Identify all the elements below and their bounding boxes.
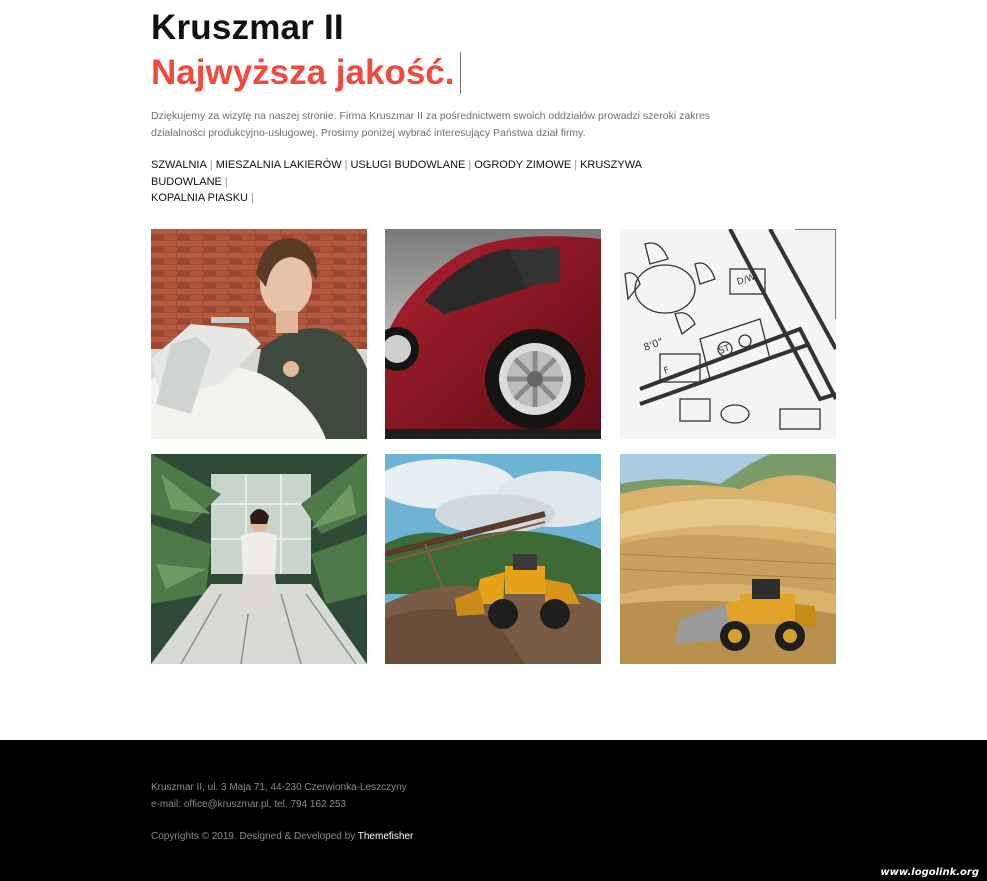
footer-email-phone: e-mail: office@kruszmar.pl, tel. 794 162 253	[151, 798, 347, 810]
nav-separator: |	[251, 192, 254, 204]
red-car-photo	[385, 229, 601, 439]
nav-separator: |	[209, 159, 213, 171]
watermark: www.logolink.org	[880, 867, 979, 878]
typing-caret	[460, 52, 461, 94]
nav-link-uslugi-budowlane[interactable]: USŁUGI BUDOWLANE	[350, 159, 466, 171]
site-title: Kruszmar II	[151, 8, 344, 47]
tile-szwalnia[interactable]	[151, 229, 367, 439]
division-nav	[151, 157, 711, 207]
copyright-text: Copyrights © 2019. Designed & Developed by	[151, 831, 358, 842]
footer-copyright	[151, 829, 413, 845]
nav-link-szwalnia[interactable]: SZWALNIA	[151, 159, 207, 171]
tagline-text: Najwyższa jakość.	[151, 53, 455, 92]
nav-link-kopalnia-piasku[interactable]: KOPALNIA PIASKU	[151, 192, 249, 204]
svg-text:D/W: D/W	[735, 272, 757, 288]
tile-mieszalnia-lakierow[interactable]	[385, 229, 601, 439]
tile-uslugi-budowlane[interactable]	[620, 229, 836, 439]
tile-kruszywa-budowlane[interactable]	[385, 454, 601, 664]
floor-plan-photo	[620, 229, 836, 439]
nav-separator: |	[468, 159, 472, 171]
intro-paragraph: Dziękujemy za wizytę na naszej stronie. Firma Kruszmar II za pośrednictwem swoich oddziałów prowadzi szeroki zakres działalności produkcyjno-usługowej. Prosimy poniżej wybrać interesujący Państwa dział firmy.	[151, 110, 711, 139]
sand-quarry-photo	[620, 454, 836, 664]
nav-separator: |	[344, 159, 348, 171]
nav-separator: |	[574, 159, 578, 171]
footer-address: Kruszmar II, ul. 3 Maja 71, 44-230 Czerwionka-Leszczyny	[151, 782, 407, 793]
footer-contact	[151, 780, 407, 813]
svg-text:F: F	[662, 365, 671, 377]
svg-text:ST: ST	[717, 343, 732, 357]
tile-ogrody-zimowe[interactable]	[151, 454, 367, 664]
svg-text:8'0": 8'0"	[642, 336, 665, 354]
nav-separator: |	[224, 175, 228, 188]
designer-link[interactable]: Themefisher	[357, 831, 414, 842]
nav-link-kruszywa-budowlane[interactable]: KRUSZYWA BUDOWLANE	[151, 159, 642, 188]
site-footer	[0, 740, 987, 881]
nav-link-mieszalnia-lakierow[interactable]: MIESZALNIA LAKIERÓW	[215, 159, 342, 171]
tile-kopalnia-piasku[interactable]	[620, 454, 836, 664]
greenhouse-photo	[151, 454, 367, 664]
nav-link-ogrody-zimowe[interactable]: OGRODY ZIMOWE	[474, 159, 572, 171]
site-tagline	[151, 52, 461, 94]
loader-conveyor-photo	[385, 454, 601, 664]
sewing-photo	[151, 229, 367, 439]
